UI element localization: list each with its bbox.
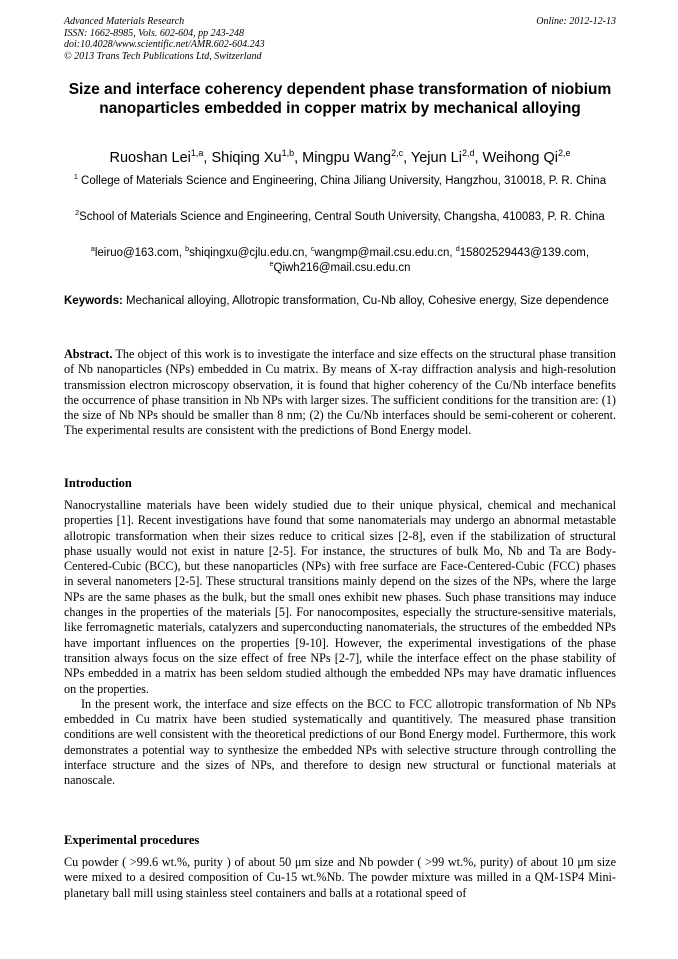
- author-sup: 2,d: [461, 148, 475, 159]
- introduction-paragraph: In the present work, the interface and size effects on the BCC to FCC allotropic transformation of Nb NPs embedded in Cu matrix have been studied systematically and quantitively. The measured phase transition conditions are well consistent with the theoretical predictions of our Bond Energy model. Furthermore, this work demonstrates a potential way to synthesize the embedded NPs with selective structure through controlling the interface structure and the sizes of NPs, and therefore to design new structural or functional materials at nanoscale.: [64, 696, 616, 788]
- paper-title: Size and interface coherency dependent phase transformation of niobium nanoparticles embedded in copper matrix by mechanical alloying: [68, 81, 612, 117]
- journal-copyright: © 2013 Trans Tech Publications Ltd, Switzerland: [64, 50, 262, 62]
- author-sup: 2,e: [558, 148, 571, 159]
- author-list: Ruoshan Lei$^{1,a}$, Shiqing Xu$^{1,b}$, Mingpu Wang$^{2,c}$, Yejun Li$^{2,d}$, Weihong Qi$^{2,e}$: [109, 148, 571, 166]
- author-sup: 2,c: [391, 148, 404, 159]
- abstract-label: Abstract.: [64, 347, 113, 361]
- author-name: Shiqing Xu: [211, 150, 282, 166]
- introduction-heading: Introduction: [64, 476, 132, 490]
- email-link[interactable]: wangmp@mail.csu.edu.cn,: [314, 247, 456, 259]
- keywords-text: Mechanical alloying, Allotropic transformation, Cu-Nb alloy, Cohesive energy, Size dependence: [122, 295, 609, 307]
- author-sup: 1,a: [190, 148, 204, 159]
- journal-name: Advanced Materials Research: [64, 16, 185, 27]
- email-sup: a: [90, 245, 95, 254]
- affiliation-2: [64, 210, 616, 225]
- email-link[interactable]: 15802529443@139.com,: [459, 247, 590, 259]
- introduction-paragraph: Nanocrystalline materials have been widely studied due to their unique physical, chemical and mechanical properties [1]. Recent investigations have found that some nanomaterials may undergo an abnormal metastable allotropic transformation when their sizes reduce to critical sizes [2-8], even if the stabilization of structural phase usually would not exist in nature [2-5]. For instance, the structures of bulk Mo, Nb and Ta are Body-Centered-Cubic (BCC), but these nanoparticles (NPs) with free surface are Face-Centered-Cubic (FCC) phases in several nanometers [2-5]. These structural transitions mainly depend on the sizes of the NPs, where the large NPs are the same phases as the bulk, but the small ones exhibit new phases. Such phase transitions may induce changes in the properties of the materials [5]. For nanocomposites, especially the structure-sensitive materials, like ferromagnetic materials, catalyzers and superconducting nanomaterials, the structures of the embedded NPs have important influences on the properties [9-10]. However, the experimental investigations of the phase transition always focus on the size effect of free NPs [2-7], while the interface effect on the phase stability of NPs embedded in a matrix has been seldom studied although the embedded NPs may have dramatic influences on the properties.: [64, 498, 616, 696]
- abstract-text: The object of this work is to investigate the interface and size effects on the structural phase transition of Nb nanoparticles (NPs) embedded in Cu matrix. By means of X-ray diffraction analysis and high-resolution transmission electron microscopy observation, it is found that higher coherency of the Cu/Nb interface benefits the occurrence of phase transition in Nb NPs with larger sizes. The sufficient conditions for the transition are: (1) the size of Nb NPs should be smaller than 8 nm; (2) the Cu/Nb interfaces should be semi-coherent or coherent. The experimental results are consistent with the predictions of Bond Energy model.: [64, 347, 616, 438]
- email-sup: c: [310, 245, 315, 254]
- author-emails: [64, 246, 616, 275]
- email-link[interactable]: Qiwh216@mail.csu.edu.cn: [273, 261, 411, 274]
- journal-issn: ISSN: 1662-8985, Vols. 602-604, pp 243-248: [64, 27, 244, 39]
- introduction-body: [64, 498, 616, 789]
- affiliation-text: School of Materials Science and Engineering, Central South University, Changsha, 410083, P. R. China: [79, 211, 605, 223]
- journal-doi: doi:10.4028/www.scientific.net/AMR.602-604.243: [64, 39, 265, 50]
- author-name: Ruoshan Lei: [109, 150, 191, 166]
- author-name: Weihong Qi: [482, 150, 559, 166]
- affiliation-text: College of Materials Science and Engineering, China Jiliang University, Hangzhou, 310018, P. R. China: [77, 175, 607, 187]
- affiliation-sup: 2: [75, 209, 80, 218]
- author-name: Yejun Li: [410, 150, 462, 166]
- email-sup: e: [269, 259, 274, 268]
- email-sup: b: [185, 245, 190, 254]
- journal-header: [64, 16, 616, 62]
- author-sup: 1,b: [281, 148, 295, 159]
- email-link[interactable]: shiqingxu@cjlu.edu.cn,: [189, 247, 311, 259]
- experimental-heading: Experimental procedures: [64, 833, 200, 847]
- abstract: [64, 347, 616, 439]
- email-sup: d: [455, 245, 460, 254]
- author-name: Mingpu Wang: [302, 150, 392, 166]
- experimental-paragraph: Cu powder ( >99.6 wt.%, purity ) of about 50 μm size and Nb powder ( >99 wt.%, purity) of about 10 μm size were mixed to a desired composition of Cu-15 wt.%Nb. The powder mixture was milled in a QM-1SP4 Mini-planetary ball mill using stainless steel containers and balls at a rotational speed of: [64, 855, 616, 900]
- online-date: Online: 2012-12-13: [536, 16, 616, 27]
- affiliation-sup: 1: [73, 173, 78, 182]
- affiliation-1: [64, 174, 616, 189]
- email-link[interactable]: leiruo@163.com,: [94, 247, 186, 259]
- keywords-label: Keywords:: [64, 295, 123, 307]
- keywords: [64, 294, 616, 309]
